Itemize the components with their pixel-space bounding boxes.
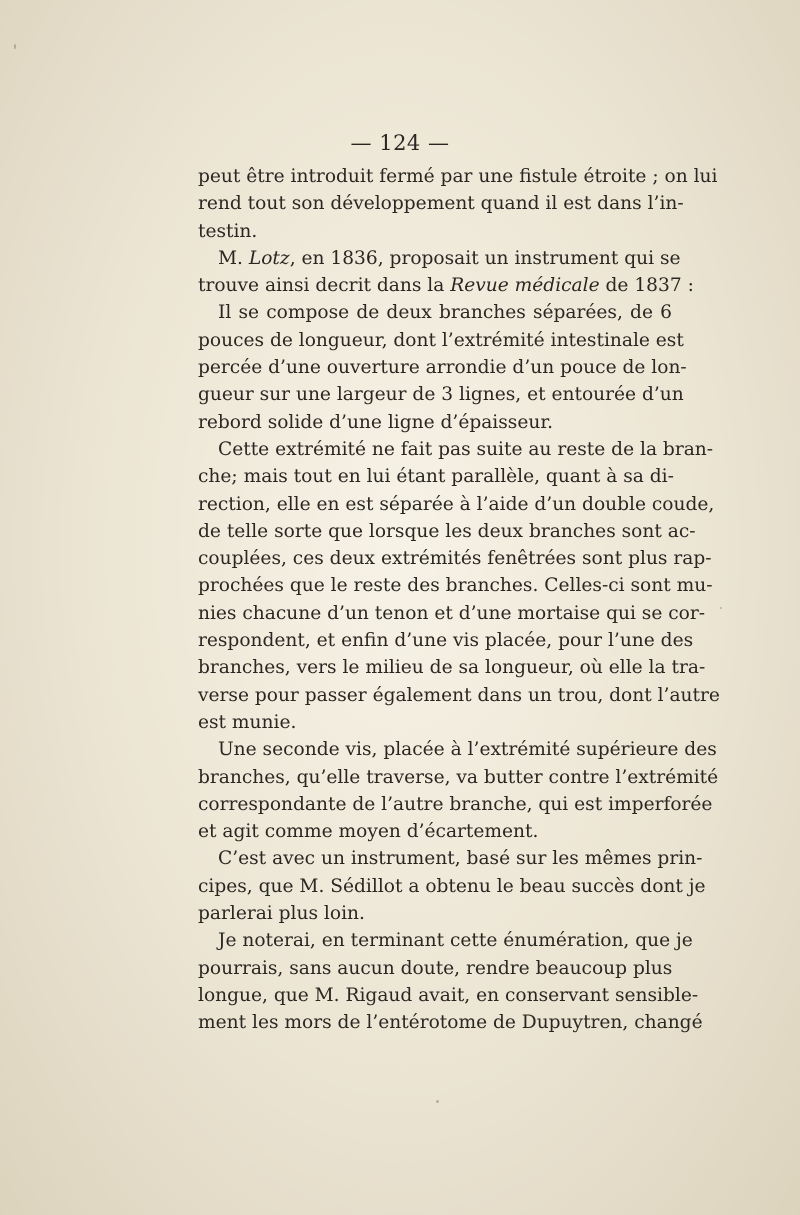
text-line: verse pour passer également dans un trou, dont l’autre (198, 684, 720, 706)
text-line: Une seconde vis, placée à l’extrémité supérieure des (218, 739, 717, 761)
text-line: rebord solide d’une ligne d’épaisseur. (198, 411, 554, 433)
text-line: rend tout son développement quand il est dans l’in- (198, 193, 684, 215)
paper-speck (436, 1100, 439, 1103)
text-line: rection, elle en est séparée à l’aide d’un double coude, (198, 493, 715, 515)
text-line: correspondante de l’autre branche, qui est imperforée (198, 793, 713, 815)
text-run: de 1837 : (599, 275, 694, 297)
text-run: trouve ainsi decrit dans la (198, 275, 451, 297)
text-line: est munie. (198, 711, 297, 733)
text-line: Je noterai, en terminant cette énumération, que je (218, 930, 693, 952)
journal-title: Revue médicale (450, 275, 600, 297)
text-line: cipes, que M. Sédillot a obtenu le beau succès dont je (198, 875, 706, 897)
text-line: gueur sur une largeur de 3 lignes, et entourée d’un (198, 384, 684, 406)
text-line: C’est avec un instrument, basé sur les mêmes prin- (218, 848, 703, 870)
text-line: couplées, ces deux extrémités fenêtrées sont plus rap- (198, 548, 712, 570)
text-line: branches, qu’elle traverse, va butter contre l’extrémité (198, 766, 719, 788)
text-run: , en 1836, proposait un instrument qui se (289, 247, 681, 269)
text-line: pourrais, sans aucun doute, rendre beaucoup plus (198, 957, 673, 979)
text-line: peut être introduit fermé par une fistule étroite ; on lui (198, 166, 718, 187)
paper-speck (14, 44, 16, 49)
page-number: — 124 — (350, 131, 450, 155)
text-line: che; mais tout en lui étant parallèle, quant à sa di- (198, 466, 674, 488)
text-line (198, 245, 681, 272)
text-line: longue, que M. Rigaud avait, en conservant sensible- (198, 984, 699, 1006)
text-line: respondent, et enfin d’une vis placée, pour l’une des (198, 630, 694, 652)
text-line: parlerai plus loin. (198, 903, 365, 925)
text-line: de telle sorte que lorsque les deux branches sont ac- (198, 520, 696, 542)
text-line: et agit comme moyen d’écartement. (198, 821, 539, 843)
text-line: pouces de longueur, dont l’extrémité intestinale est (198, 329, 684, 351)
text-line (198, 272, 694, 299)
text-line: testin. (198, 220, 258, 242)
text-line: prochées que le reste des branches. Celles-ci sont mu- (198, 575, 713, 597)
text-line: percée d’une ouverture arrondie d’un pouce de lon- (198, 357, 687, 379)
text-run: M. (218, 247, 249, 269)
text-line: Il se compose de deux branches séparées, de 6 (218, 302, 672, 324)
body-text (198, 163, 720, 1037)
text-line: ment les mors de l’entérotome de Dupuytren, changé (198, 1012, 703, 1034)
text-line: nies chacune d’un tenon et d’une mortaise qui se cor- (198, 602, 706, 624)
text-line: branches, vers le milieu de sa longueur, où elle la tra- (198, 657, 706, 679)
text-line: Cette extrémité ne fait pas suite au reste de la bran- (218, 438, 714, 460)
author-name: Lotz (248, 247, 290, 269)
paper-speck (720, 607, 722, 609)
